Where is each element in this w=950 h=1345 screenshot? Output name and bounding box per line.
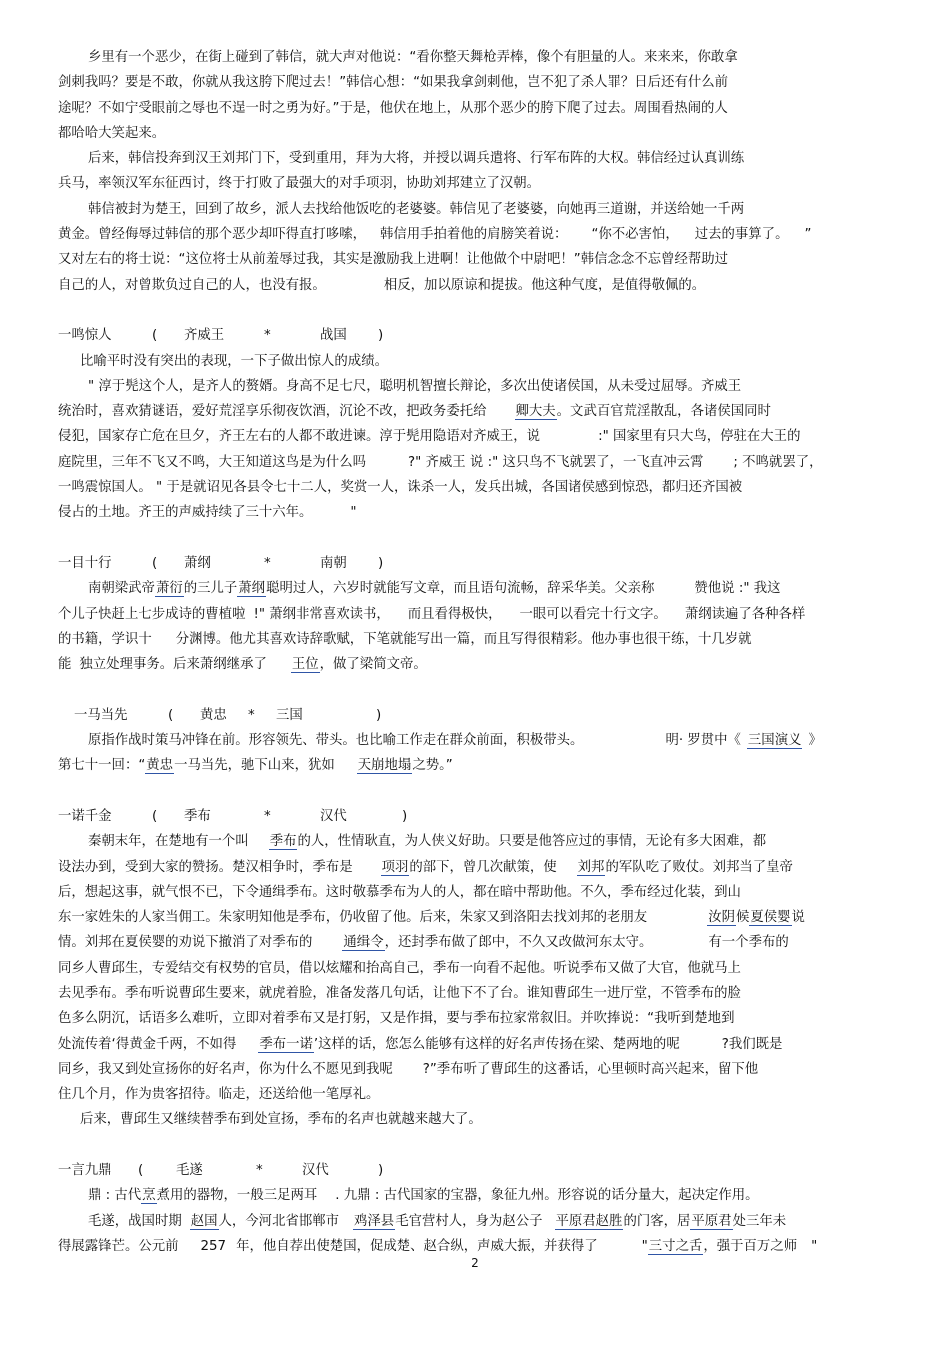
text-span: ’这样的话，您怎么能够有这样的好名声传扬在梁、楚两地的呢 bbox=[313, 1036, 680, 1052]
text-line: 又对左右的将士说：“这位将士从前羞辱过我，其实是激励我上进啊！让他做个中尉吧！”韩信念念不忘曾经帮助过 bbox=[58, 252, 729, 268]
document-body bbox=[58, 45, 908, 1259]
text-line: 后来，曹邱生又继续替季布到处宣扬，季布的名声也就越来越大了。 bbox=[80, 1112, 482, 1128]
text-line: 都哈哈大笑起来。 bbox=[58, 125, 166, 141]
paren-open: ( bbox=[168, 707, 174, 723]
idiom-person: 黄忠 bbox=[200, 707, 227, 723]
text-span: 的人，性情耿直，为人侠义好助。只要是他答应过的事情，无论有多大困难，都 bbox=[297, 834, 767, 850]
text-span: 东一家姓朱的人家当佣工。朱家明知他是季布，仍收留了他。后来，朱家又到洛阳去找刘邦的老朋友 bbox=[58, 910, 648, 926]
link-jibuyinuo[interactable]: 季布一诺 bbox=[259, 1036, 313, 1052]
link-qingdafu[interactable]: 卿大夫 bbox=[515, 404, 556, 420]
spacer bbox=[58, 1133, 908, 1158]
spacer bbox=[58, 526, 908, 551]
link-wangwei[interactable]: 王位 bbox=[291, 657, 319, 673]
text-span: 的部下，曾几次献策，使 bbox=[409, 859, 557, 875]
text-span: 257 bbox=[200, 1238, 227, 1254]
spacer bbox=[58, 779, 908, 804]
text-span: 设法办到，受到大家的赞扬。楚汉相争时，季布是 bbox=[58, 859, 353, 875]
text-span: 处三年未 bbox=[732, 1213, 787, 1229]
text-line bbox=[58, 753, 908, 778]
text-span: 聪明过人，六岁时就能写文章，而且语句流畅，辞采华美。父亲称 bbox=[266, 581, 655, 597]
paren-open: ( bbox=[152, 808, 158, 824]
hanxin-paragraph-1 bbox=[58, 45, 908, 146]
link-sancunzhishe[interactable]: 三寸之舌 bbox=[648, 1238, 703, 1254]
idiom-person: 萧纲 bbox=[184, 555, 211, 571]
text-line bbox=[58, 829, 908, 854]
text-line: 途呢？不如宁受眼前之辱也不逞一时之勇为好。”于是，他伏在地上，从那个恶少的胯下爬了过去。周围看热闹的人 bbox=[58, 100, 728, 116]
text-span: 。文武百官荒淫散乱，各诸侯国同时 bbox=[556, 404, 771, 420]
text-span: ，强于百万之师 bbox=[703, 1238, 798, 1254]
text-line bbox=[58, 728, 908, 753]
text-line bbox=[58, 399, 908, 424]
link-zhaoguo[interactable]: 赵国 bbox=[190, 1213, 218, 1229]
idiom-name: 一目十行 bbox=[58, 555, 112, 571]
idiom-era: 三国 bbox=[276, 707, 303, 723]
text-span: 说 bbox=[791, 910, 805, 926]
text-span: 相反，加以原谅和提拔。他这种气度，是值得敬佩的。 bbox=[383, 277, 706, 293]
text-span: 过去的事算了。 bbox=[694, 227, 789, 243]
link-peng[interactable]: 烹 bbox=[142, 1188, 156, 1204]
text-line bbox=[58, 652, 908, 677]
idiom-era: 南朝 bbox=[320, 555, 347, 571]
text-span: 第七十一回：“ bbox=[58, 758, 146, 774]
idiom-name: 一言九鼎 bbox=[58, 1163, 112, 1179]
text-line bbox=[58, 222, 908, 247]
link-tianbengdita[interactable]: 天崩地塌 bbox=[357, 758, 412, 774]
text-span: 黄金。曾经侮辱过韩信的那个恶少却吓得直打哆嗦， bbox=[58, 227, 366, 243]
text-span: 侵占的土地。齐王的声威持续了三十六年。 bbox=[58, 505, 313, 521]
text-span: 人，今河北省邯郸市 bbox=[218, 1213, 340, 1229]
idiom-meaning: 比喻平时没有突出的表现，一下子做出惊人的成绩。 bbox=[80, 353, 388, 369]
text-line: 去见季布。季布听说曹邱生要来，就虎着脸，准备发落几句话，让他下不了台。谁知曹邱生一进厅堂，不管季布的脸 bbox=[58, 985, 741, 1001]
idiom-heading-1 bbox=[58, 323, 908, 348]
text-line: 后来，韩信投奔到汉王刘邦门下，受到重用，拜为大将，并授以调兵遣将、行军布阵的大权。韩信经过认真训练 bbox=[88, 151, 745, 167]
link-jizexian[interactable]: 鸡泽县 bbox=[354, 1213, 395, 1229]
link-ruyin[interactable]: 汝阴 bbox=[708, 910, 735, 926]
text-line bbox=[58, 1057, 908, 1082]
text-span: 年，他自荐出使楚国，促成楚、赵合纵，声威大振，并获得了 bbox=[236, 1238, 598, 1254]
text-span: ?”季布听了曹邱生的这番话，心里顿时高兴起来，留下他 bbox=[422, 1061, 759, 1077]
text-span: 个儿子快赶上七步成诗的曹植啦 bbox=[58, 606, 246, 622]
text-span: 秦朝末年，在楚地有一个叫 bbox=[88, 834, 249, 850]
link-jibu[interactable]: 季布 bbox=[269, 834, 297, 850]
link-xiaogang[interactable]: 萧纲 bbox=[238, 581, 266, 597]
hanxin-paragraph-2 bbox=[58, 146, 908, 197]
text-span: 原指作战时策马冲锋在前。形容领先、带头。也比喻工作走在群众前面，积极带头。 bbox=[88, 733, 584, 749]
text-span: !" 萧纲非常喜欢读书， bbox=[253, 606, 390, 622]
text-span: 的三儿子 bbox=[183, 581, 238, 597]
text-span: " bbox=[350, 505, 357, 521]
spacer bbox=[58, 677, 908, 702]
idiom-person: 齐威王 bbox=[184, 328, 225, 344]
spacer bbox=[58, 298, 908, 323]
text-span: " bbox=[641, 1238, 648, 1254]
text-span: 南朝梁武帝 bbox=[88, 581, 155, 597]
link-liubang[interactable]: 刘邦 bbox=[577, 859, 605, 875]
text-span: 分渊博。他尤其喜欢诗辞歌赋，下笔就能写出一篇，而且写得很精彩。他办事也很干练，十几岁就 bbox=[175, 631, 752, 647]
link-pingyuanjun[interactable]: 平原君 bbox=[691, 1213, 732, 1229]
paren-open: ( bbox=[152, 328, 158, 344]
text-span: ” bbox=[804, 227, 812, 243]
separator-star: * bbox=[256, 1163, 263, 1179]
paren-close: ) bbox=[378, 1163, 384, 1179]
text-line bbox=[58, 1032, 908, 1057]
text-span: " bbox=[811, 1238, 818, 1254]
idiom-person: 毛遂 bbox=[176, 1163, 203, 1179]
idiom-heading-2 bbox=[58, 551, 908, 576]
hanxin-paragraph-3 bbox=[58, 197, 908, 298]
idiom-heading-5 bbox=[58, 1158, 908, 1183]
text-span: ?" 齐威王 说 :" 这只鸟不飞就罢了，一飞直冲云霄 bbox=[407, 454, 704, 470]
text-span: 侵犯，国家存亡危在旦夕，齐王左右的人都不敢进谏。淳于髡用隐语对齐威王，说 bbox=[58, 429, 541, 445]
paren-close: ) bbox=[378, 555, 384, 571]
text-line: 乡里有一个恶少，在街上碰到了韩信，就大声对他说：“看你整天舞枪弄棒，像个有胆量的人。来来来，你敢拿 bbox=[88, 50, 738, 65]
idiom-heading-4 bbox=[58, 804, 908, 829]
text-line: 后，想起这事，就气恨不已，下令通缉季布。这时敬慕季布为人的人，都在暗中帮助他。不久，季布经过化装，到山 bbox=[58, 884, 741, 900]
text-span: 鼎 : 古代 bbox=[88, 1188, 142, 1204]
text-span: 一马当先，驰下山来，犹如 bbox=[174, 758, 335, 774]
text-line bbox=[58, 602, 908, 627]
text-span: 得展露锋芒。公元前 bbox=[58, 1238, 179, 1254]
page-number: 2 bbox=[471, 1256, 479, 1270]
text-line bbox=[58, 450, 908, 475]
text-line: " 淳于髡这个人，是齐人的赘婿。身高不足七尺，聪明机智擅长辩论，多次出使诸侯国，从未受过屈辱。齐威王 bbox=[88, 378, 742, 394]
text-line bbox=[58, 905, 908, 930]
text-span: 明· 罗贯中《 bbox=[665, 733, 741, 749]
link-pingyuanjun-zhaosheng[interactable]: 平原君赵胜 bbox=[555, 1213, 623, 1229]
text-span: 毛官营村人，身为赵公子 bbox=[395, 1213, 543, 1229]
text-span: 煮用的器物，一般三足两耳 bbox=[156, 1188, 318, 1204]
text-span: 的门客，居 bbox=[623, 1213, 691, 1229]
text-line: 剑刺我吗？要是不敢，你就从我这胯下爬过去！”韩信心想：“如果我拿剑刺他，岂不犯了杀人罪？日后还有什么前 bbox=[58, 75, 729, 91]
text-span: 独立处理事务。后来萧纲继承了 bbox=[79, 657, 267, 673]
paren-close: ) bbox=[402, 808, 408, 824]
text-span: 情。刘邦在夏侯婴的劝说下撤消了对季布的 bbox=[58, 935, 313, 951]
separator-star: * bbox=[264, 808, 271, 824]
text-span: 候 bbox=[735, 910, 750, 926]
text-span: 庭院里，三年不飞又不鸣，大王知道这鸟是为什么吗 bbox=[58, 454, 366, 470]
text-line bbox=[58, 273, 908, 298]
link-sanguoyanyi[interactable]: 三国演义 bbox=[747, 733, 802, 749]
text-span: :" 国家里有只大鸟，停驻在大王的 bbox=[598, 429, 801, 445]
text-line bbox=[58, 424, 908, 449]
text-span: 而且看得极快， bbox=[407, 606, 502, 622]
text-span: . 九鼎 : 古代国家的宝器，象征九州。形容说的话分量大，起决定作用。 bbox=[335, 1188, 759, 1204]
text-line bbox=[58, 855, 908, 880]
text-line bbox=[58, 576, 908, 601]
idiom-era: 战国 bbox=[320, 328, 347, 344]
idiom-name: 一鸣惊人 bbox=[58, 328, 112, 344]
text-span: “你不必害怕， bbox=[591, 227, 679, 243]
text-span: ，还封季布做了郎中，不久又改做河东太守。 bbox=[384, 935, 653, 951]
idiom-heading-3 bbox=[58, 703, 908, 728]
text-span: 之势。” bbox=[412, 758, 453, 774]
link-xiaoyan[interactable]: 萧衍 bbox=[155, 581, 183, 597]
text-span: ，做了梁简文帝。 bbox=[319, 657, 427, 673]
link-xiahouying[interactable]: 夏侯婴 bbox=[750, 910, 791, 926]
text-line: 色多么阴沉，话语多么难听，立即对着季布又是打躬，又是作揖，要与季布拉家常叙旧。并吹捧说：“我听到楚地到 bbox=[58, 1011, 735, 1027]
text-line: 兵马，率领汉军东征西讨，终于打败了最强大的对手项羽，协助刘邦建立了汉朝。 bbox=[58, 176, 541, 192]
text-span: 同乡，我又到处宣扬你的好名声，你为什么不愿见到我呢 bbox=[58, 1061, 393, 1077]
text-line: 一鸣震惊国人。 " 于是就诏见各县令七十二人，奖赏一人，诛杀一人，发兵出城，各国诸侯感到惊恐，都归还齐国被 bbox=[58, 480, 743, 496]
text-span: 萧纲读遍了各种各样 bbox=[684, 606, 806, 622]
text-line bbox=[58, 930, 908, 955]
text-line bbox=[58, 500, 908, 525]
idiom-era: 汉代 bbox=[320, 808, 347, 824]
idiom-person: 季布 bbox=[184, 808, 211, 824]
separator-star: * bbox=[248, 707, 255, 723]
text-span: 能 bbox=[58, 657, 72, 673]
text-line: 住几个月，作为贵客招待。临走，还送给他一笔厚礼。 bbox=[58, 1087, 380, 1103]
text-span: 的书籍，学识十 bbox=[58, 631, 152, 647]
idiom-name: 一诺千金 bbox=[58, 808, 112, 824]
text-span: ; 不鸣就罢了， bbox=[733, 454, 823, 470]
text-span: 的军队吃了败仗。刘邦当了皇帝 bbox=[605, 859, 793, 875]
text-span: 韩信用手拍着他的肩膀笑着说： bbox=[379, 227, 568, 243]
text-span: 有一个季布的 bbox=[708, 935, 789, 951]
text-span: 一眼可以看完十行文字。 bbox=[519, 606, 667, 622]
text-span: 自己的人，对曾欺负过自己的人，也没有报。 bbox=[58, 277, 326, 293]
text-span: 处流传着‘得黄金千两，不如得 bbox=[58, 1036, 237, 1052]
link-huangzhong[interactable]: 黄忠 bbox=[146, 758, 174, 774]
text-span: ?我们既是 bbox=[721, 1036, 783, 1052]
text-line bbox=[58, 1209, 908, 1234]
text-span: 统治时，喜欢猜谜语，爱好荒淫享乐彻夜饮酒，沉论不改，把政务委托给 bbox=[58, 404, 487, 420]
paren-close: ) bbox=[376, 707, 382, 723]
link-xiangyu[interactable]: 项羽 bbox=[381, 859, 409, 875]
text-span: 赞他说 :" 我这 bbox=[694, 581, 781, 597]
text-line bbox=[58, 627, 908, 652]
separator-star: * bbox=[264, 555, 271, 571]
paren-open: ( bbox=[138, 1163, 144, 1179]
text-span: 毛遂，战国时期 bbox=[88, 1213, 182, 1229]
idiom-name: 一马当先 bbox=[74, 707, 128, 723]
text-line: 同乡人曹邱生，专爱结交有权势的官员，借以炫耀和抬高自己，季布一向看不起他。听说季布又做了大官，他就马上 bbox=[58, 960, 741, 976]
text-line: 韩信被封为楚王，回到了故乡，派人去找给他饭吃的老婆婆。韩信见了老婆婆，向她再三道谢，并送给她一千两 bbox=[88, 201, 745, 217]
text-span: 》 bbox=[808, 733, 822, 749]
separator-star: * bbox=[264, 328, 271, 344]
link-tongjiling[interactable]: 通缉令 bbox=[343, 935, 384, 951]
idiom-meaning bbox=[58, 1183, 908, 1208]
paren-close: ) bbox=[378, 328, 384, 344]
idiom-era: 汉代 bbox=[302, 1163, 329, 1179]
paren-open: ( bbox=[152, 555, 158, 571]
